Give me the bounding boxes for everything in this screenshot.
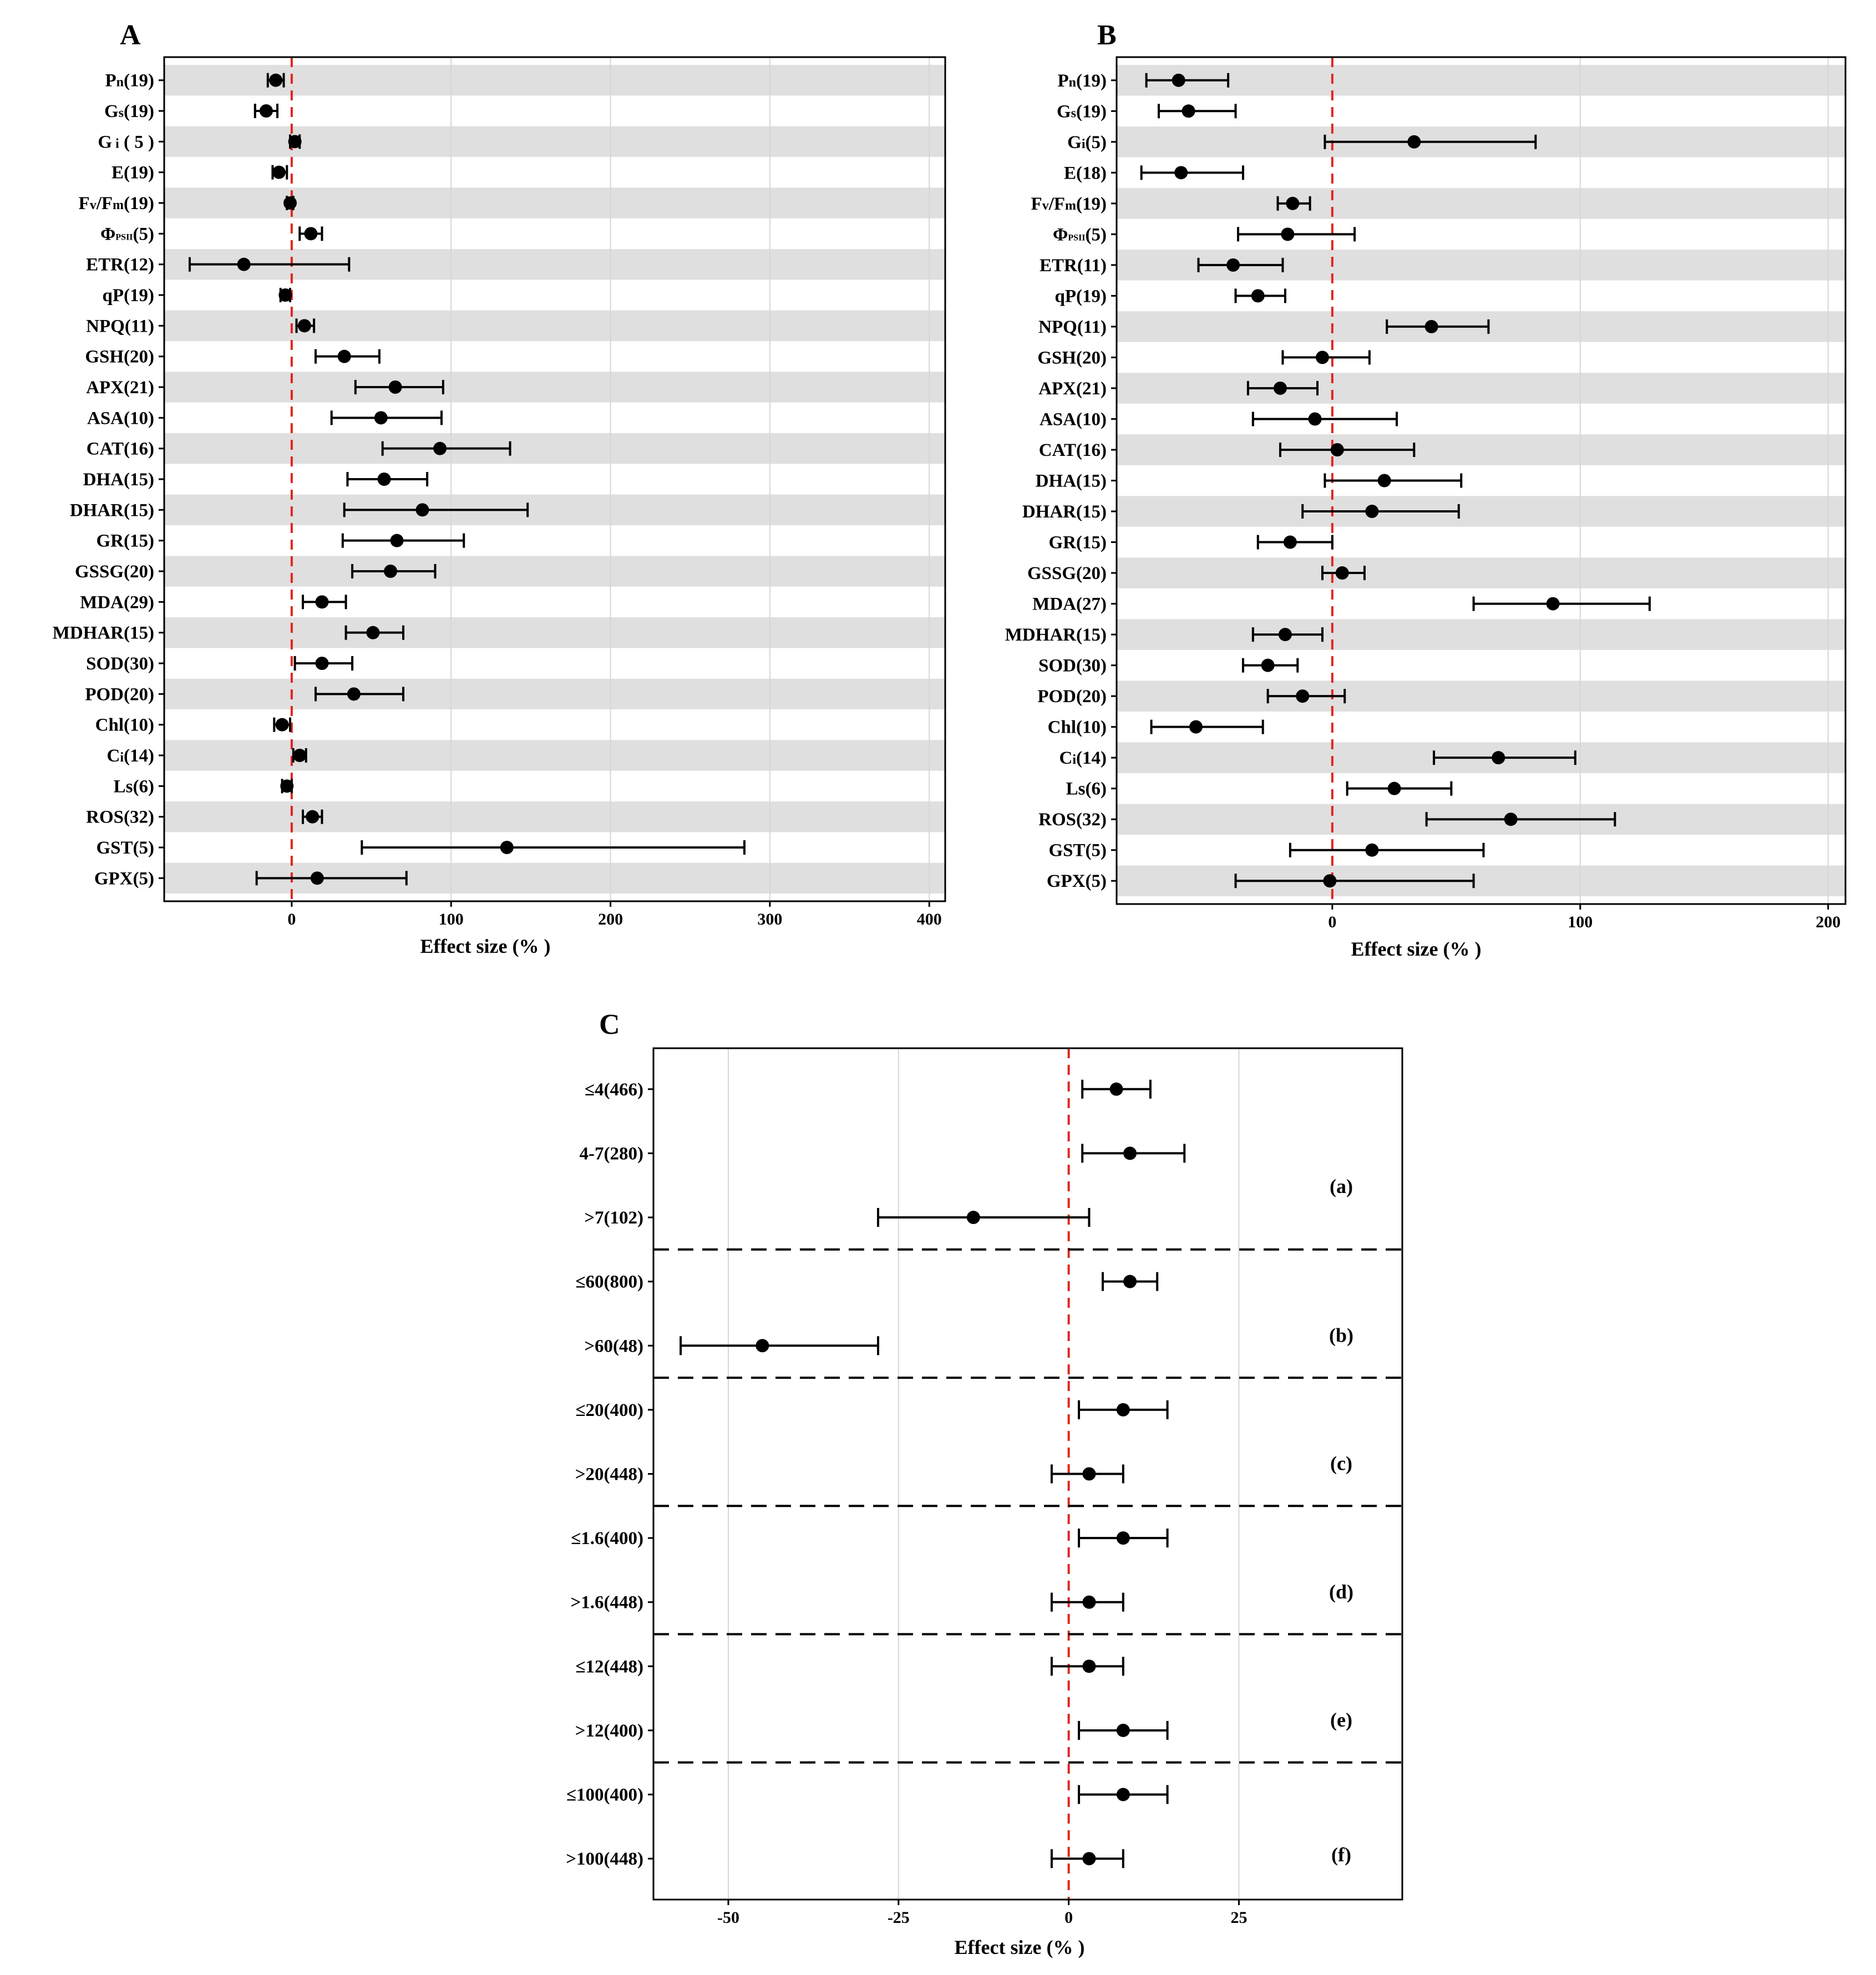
point-pod-20 bbox=[1296, 689, 1309, 703]
point-cat-16 bbox=[433, 442, 447, 455]
point-gssg-20 bbox=[384, 565, 397, 578]
point-chl-10 bbox=[1189, 720, 1203, 734]
point-psii-5 bbox=[304, 227, 317, 240]
row-label-gt100-448: >100(448) bbox=[566, 1849, 643, 1870]
row-label-ls-6: Ls(6) bbox=[113, 776, 154, 797]
row-label-mdhar-15: MDHAR(15) bbox=[52, 623, 154, 643]
group-label-a: (a) bbox=[1330, 1175, 1353, 1198]
point-mda-27 bbox=[1547, 597, 1560, 611]
row-label-cat-16: CAT(16) bbox=[86, 439, 154, 459]
point-pn-19 bbox=[1172, 74, 1185, 87]
row-band-apx-21 bbox=[164, 372, 945, 402]
row-band-apx-21 bbox=[1117, 373, 1845, 404]
row-label-ros-32: ROS(32) bbox=[86, 807, 154, 827]
point-psii-5 bbox=[1281, 227, 1294, 241]
point-chl-10 bbox=[276, 718, 289, 732]
point-gsh-20 bbox=[338, 350, 351, 363]
row-band-mdhar-15 bbox=[164, 617, 945, 648]
point-gt7-102 bbox=[967, 1211, 980, 1224]
point-gt12-400 bbox=[1117, 1724, 1130, 1737]
row-label-etr-12: ETR(12) bbox=[86, 255, 154, 275]
group-label-b: (b) bbox=[1329, 1324, 1353, 1347]
x-tick-label-100: 100 bbox=[1568, 913, 1593, 931]
point-pn-19 bbox=[269, 74, 282, 87]
group-label-c: (c) bbox=[1330, 1452, 1352, 1475]
row-label-gs-19: Gs(19) bbox=[1057, 101, 1107, 122]
point-ls-6 bbox=[280, 779, 293, 793]
row-label-gst-5: GST(5) bbox=[96, 838, 154, 858]
row-label-le100-400: ≤100(400) bbox=[566, 1785, 643, 1805]
row-label-ls-6: Ls(6) bbox=[1066, 779, 1107, 799]
point-gst-5 bbox=[500, 841, 514, 854]
row-label-gssg-20: GSSG(20) bbox=[74, 562, 154, 582]
row-label-le20-400: ≤20(400) bbox=[575, 1400, 643, 1420]
x-tick-label-200: 200 bbox=[598, 910, 623, 928]
row-label-pod-20: POD(20) bbox=[1037, 687, 1107, 707]
row-band-mdhar-15 bbox=[1117, 619, 1845, 650]
row-label-psii-5: ΦPSII(5) bbox=[100, 224, 154, 245]
row-label-gssg-20: GSSG(20) bbox=[1027, 563, 1107, 584]
row-label-asa-10: ASA(10) bbox=[1040, 409, 1107, 430]
point-gt60-48 bbox=[756, 1339, 769, 1352]
point-le60-800 bbox=[1123, 1275, 1137, 1288]
row-label-gst-5: GST(5) bbox=[1048, 840, 1107, 861]
panel-letter-c: C bbox=[599, 1009, 620, 1040]
row-band-dhar-15 bbox=[164, 495, 945, 525]
row-label-sod-30: SOD(30) bbox=[1038, 656, 1107, 676]
point-mda-29 bbox=[315, 595, 328, 608]
x-tick-label-0: 0 bbox=[287, 910, 296, 928]
point-dhar-15 bbox=[416, 503, 429, 516]
row-label-gsh-20: GSH(20) bbox=[85, 347, 154, 367]
row-label-ci-14: Ci(14) bbox=[1059, 748, 1107, 769]
point-gr-15 bbox=[391, 534, 404, 547]
point-gsh-20 bbox=[1316, 351, 1329, 364]
x-tick-label-25: -25 bbox=[887, 1908, 910, 1927]
point-le20-400 bbox=[1117, 1403, 1130, 1416]
point-e-19 bbox=[272, 166, 286, 179]
row-label-gsh-20: GSH(20) bbox=[1037, 348, 1107, 368]
point-dhar-15 bbox=[1365, 505, 1378, 518]
row-label-gs-19: Gs(19) bbox=[104, 101, 154, 121]
point-npq-11 bbox=[298, 319, 311, 332]
panel-b-x-axis-title: Effect size (% ) bbox=[1351, 938, 1482, 960]
row-label-apx-21: APX(21) bbox=[86, 378, 154, 398]
row-label-gt12-400: >12(400) bbox=[575, 1720, 643, 1741]
point-gs-19 bbox=[260, 104, 273, 118]
row-band-dhar-15 bbox=[1117, 496, 1845, 527]
point-gi-5 bbox=[1407, 135, 1421, 149]
row-label-asa-10: ASA(10) bbox=[87, 408, 154, 429]
point-fv-fm-19 bbox=[1286, 197, 1299, 210]
row-label-le60-800: ≤60(800) bbox=[575, 1272, 643, 1292]
point-apx-21 bbox=[1274, 382, 1287, 395]
row-label-dhar-15: DHAR(15) bbox=[1022, 502, 1107, 522]
point-gr-15 bbox=[1284, 536, 1297, 549]
panel-letter-b: B bbox=[1097, 19, 1117, 51]
group-label-e: (e) bbox=[1330, 1709, 1352, 1732]
point-gpx-5 bbox=[311, 871, 324, 885]
row-band-gssg-20 bbox=[1117, 557, 1845, 588]
row-label-gi-5: Gi(5) bbox=[1067, 132, 1107, 153]
point-ros-32 bbox=[1504, 813, 1518, 826]
x-tick-label-25: 25 bbox=[1230, 1908, 1248, 1927]
point-gt100-448 bbox=[1082, 1852, 1096, 1865]
row-label-apx-21: APX(21) bbox=[1038, 378, 1107, 399]
x-tick-label-0: 0 bbox=[1064, 1908, 1073, 1927]
row-band-ros-32 bbox=[164, 801, 945, 832]
point-sod-30 bbox=[1261, 659, 1275, 672]
row-label-qp-19: qP(19) bbox=[102, 286, 154, 306]
row-label-pod-20: POD(20) bbox=[85, 684, 154, 705]
row-band-fv-fm-19 bbox=[164, 187, 945, 218]
row-band-npq-11 bbox=[164, 311, 945, 341]
point-e-18 bbox=[1174, 166, 1188, 179]
row-label-mda-29: MDA(29) bbox=[80, 592, 154, 613]
group-label-d: (d) bbox=[1329, 1580, 1353, 1603]
row-label-gt20-448: >20(448) bbox=[575, 1464, 643, 1485]
row-label-gpx-5: GPX(5) bbox=[1046, 871, 1107, 892]
row-label-ros-32: ROS(32) bbox=[1038, 810, 1107, 830]
point-le100-400 bbox=[1117, 1788, 1130, 1801]
x-tick-label-200: 200 bbox=[1816, 913, 1841, 931]
point-ros-32 bbox=[306, 810, 319, 824]
row-label-psii-5: ΦPSII(5) bbox=[1053, 225, 1107, 245]
row-label-gt7-102: >7(102) bbox=[584, 1208, 643, 1228]
panel-letter-a: A bbox=[120, 19, 141, 51]
row-label-etr-11: ETR(11) bbox=[1039, 255, 1107, 276]
point-etr-11 bbox=[1226, 258, 1240, 272]
x-tick-label-400: 400 bbox=[916, 910, 942, 928]
point-le12-448 bbox=[1082, 1659, 1096, 1673]
point-gs-19 bbox=[1182, 104, 1195, 118]
row-label-dha-15: DHA(15) bbox=[83, 470, 154, 490]
row-label-dhar-15: DHAR(15) bbox=[69, 500, 154, 521]
point-g-i-5 bbox=[288, 135, 302, 148]
x-tick-label-300: 300 bbox=[757, 910, 783, 928]
row-band-g-i-5 bbox=[164, 126, 945, 157]
group-label-f: (f) bbox=[1331, 1843, 1351, 1866]
point-mdhar-15 bbox=[366, 626, 379, 639]
panel-c-x-axis-title: Effect size (% ) bbox=[954, 1936, 1085, 1958]
point-ci-14 bbox=[1492, 751, 1505, 764]
point-cat-16 bbox=[1331, 443, 1344, 456]
point-npq-11 bbox=[1425, 320, 1438, 333]
row-label-mda-27: MDA(27) bbox=[1032, 594, 1107, 615]
row-label-gt1-6-448: >1.6(448) bbox=[570, 1592, 643, 1613]
point-qp-19 bbox=[278, 288, 292, 302]
row-band-cat-16 bbox=[164, 433, 945, 464]
row-label-cat-16: CAT(16) bbox=[1038, 440, 1107, 460]
point-le1-6-400 bbox=[1117, 1531, 1130, 1545]
point-etr-12 bbox=[237, 258, 251, 271]
point-asa-10 bbox=[374, 411, 388, 424]
row-label-pn-19: Pn(19) bbox=[1057, 70, 1107, 91]
point-dha-15 bbox=[378, 473, 391, 486]
point-ci-14 bbox=[293, 749, 306, 762]
point-ls-6 bbox=[1388, 782, 1401, 795]
panel-a-x-axis-title: Effect size (% ) bbox=[420, 935, 551, 957]
row-label-e-18: E(18) bbox=[1064, 163, 1107, 184]
row-label-ci-14: Ci(14) bbox=[107, 746, 154, 766]
x-tick-label-50: -50 bbox=[717, 1908, 739, 1927]
x-tick-label-100: 100 bbox=[438, 910, 464, 928]
row-label-gt60-48: >60(48) bbox=[584, 1336, 643, 1357]
x-tick-label-0: 0 bbox=[1328, 913, 1337, 931]
row-label-le1-6-400: ≤1.6(400) bbox=[571, 1529, 643, 1549]
row-label-fv-fm-19: Fv/Fm(19) bbox=[1031, 194, 1107, 214]
row-band-cat-16 bbox=[1117, 434, 1845, 465]
point-dha-15 bbox=[1378, 474, 1391, 488]
row-label-g-i-5: G i ( 5 ) bbox=[98, 132, 154, 153]
point-gst-5 bbox=[1365, 844, 1378, 857]
point-fv-fm-19 bbox=[283, 196, 297, 210]
point-le4-466 bbox=[1110, 1083, 1123, 1096]
row-label-dha-15: DHA(15) bbox=[1035, 471, 1107, 491]
row-label-mdhar-15: MDHAR(15) bbox=[1005, 625, 1107, 646]
point-pod-20 bbox=[347, 687, 361, 700]
row-label-gr-15: GR(15) bbox=[96, 531, 154, 551]
row-label-gpx-5: GPX(5) bbox=[94, 869, 154, 889]
row-band-gssg-20 bbox=[164, 556, 945, 586]
point-apx-21 bbox=[389, 380, 402, 394]
row-label-chl-10: Chl(10) bbox=[95, 715, 154, 735]
point-sod-30 bbox=[315, 657, 328, 670]
point-qp-19 bbox=[1251, 289, 1265, 302]
row-label-le12-448: ≤12(448) bbox=[575, 1657, 643, 1677]
row-label-e-19: E(19) bbox=[111, 163, 154, 183]
point-gt20-448 bbox=[1082, 1468, 1096, 1481]
row-band-ci-14 bbox=[164, 740, 945, 770]
row-label-chl-10: Chl(10) bbox=[1047, 717, 1107, 738]
row-label-npq-11: NPQ(11) bbox=[1038, 317, 1107, 337]
row-band-pod-20 bbox=[164, 679, 945, 709]
row-label-npq-11: NPQ(11) bbox=[86, 316, 154, 337]
point-gpx-5 bbox=[1323, 874, 1336, 887]
point-mdhar-15 bbox=[1279, 628, 1292, 641]
point-gt1-6-448 bbox=[1082, 1596, 1096, 1609]
row-label-sod-30: SOD(30) bbox=[86, 654, 154, 674]
row-label-qp-19: qP(19) bbox=[1054, 286, 1107, 307]
row-band-gpx-5 bbox=[1117, 865, 1845, 896]
row-band-pod-20 bbox=[1117, 681, 1845, 712]
point-asa-10 bbox=[1309, 412, 1322, 425]
row-band-fv-fm-19 bbox=[1117, 188, 1845, 219]
row-label-fv-fm-19: Fv/Fm(19) bbox=[78, 194, 154, 214]
row-label-4-7-280: 4-7(280) bbox=[579, 1144, 643, 1164]
point-gssg-20 bbox=[1336, 566, 1349, 580]
row-label-le4-466: ≤4(466) bbox=[584, 1079, 643, 1100]
row-label-gr-15: GR(15) bbox=[1048, 532, 1107, 553]
point-4-7-280 bbox=[1123, 1146, 1137, 1160]
row-label-pn-19: Pn(19) bbox=[105, 70, 154, 91]
